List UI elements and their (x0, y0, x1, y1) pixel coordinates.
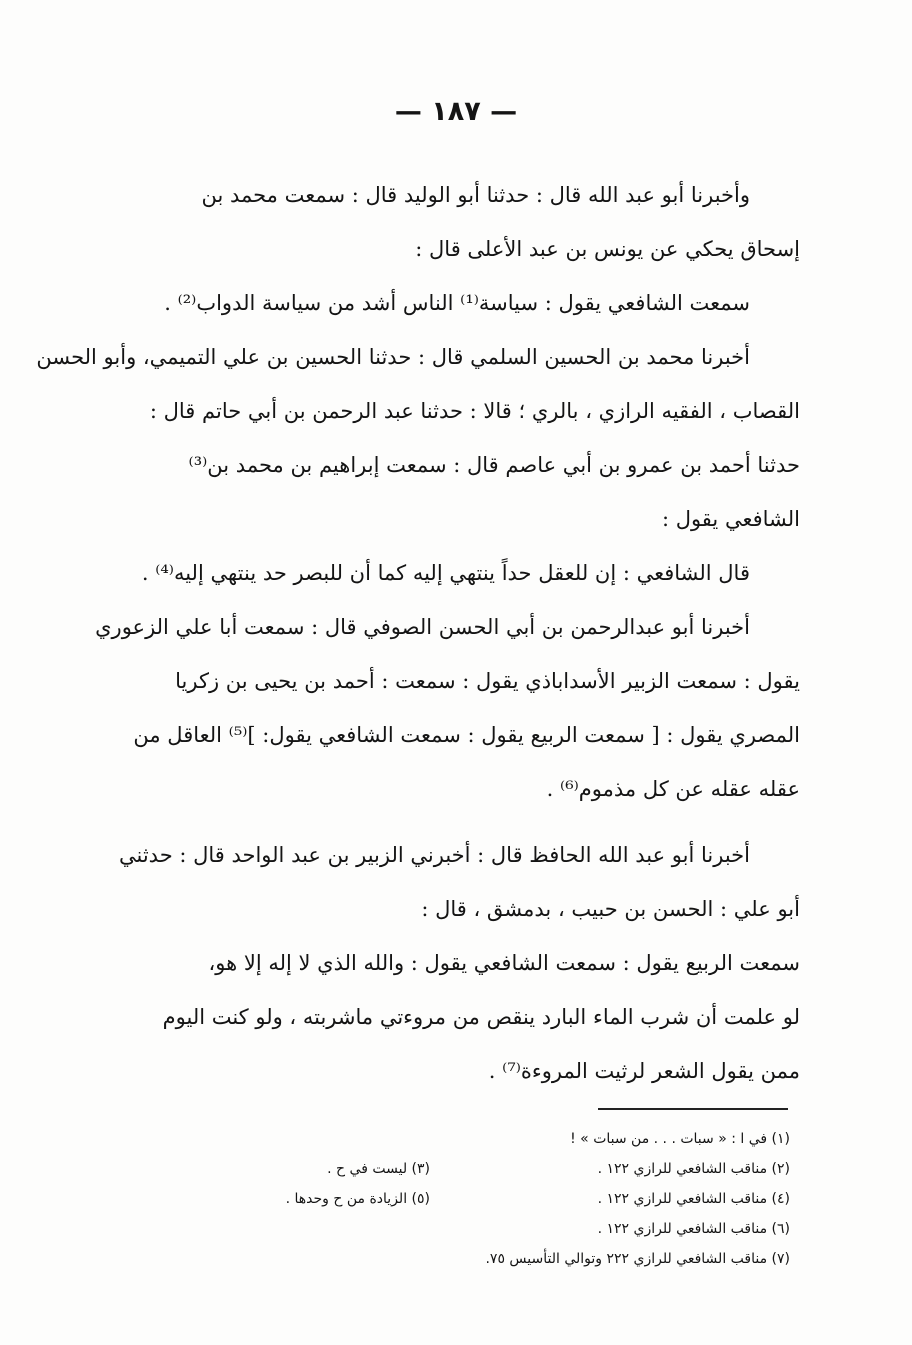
paragraph-5 (95, 600, 800, 816)
paragraph-2 (130, 276, 800, 330)
text-line: يقول : سمعت الزبير الأسداباذي يقول : سمعت : أحمد بن يحيى بن زكريا (175, 669, 800, 693)
text-line: المصري يقول : [ سمعت الربيع يقول : سمعت الشافعي يقول: ]⁽⁵⁾ العاقل من (133, 723, 800, 747)
footnote-row (180, 1124, 790, 1154)
footnote: (٢) مناقب الشافعي للرازي ١٢٢ . (597, 1161, 790, 1177)
text-line: وأخبرنا أبو عبد الله قال : حدثنا أبو الوليد قال : سمعت محمد بن (201, 183, 750, 207)
footnote-row (180, 1154, 790, 1184)
text-line: أبو علي : الحسن بن حبيب ، بدمشق ، قال : (421, 897, 800, 921)
text-line: إسحاق يحكي عن يونس بن عبد الأعلى قال : (415, 237, 800, 261)
footnotes (180, 1124, 790, 1274)
footnote: (٥) الزيادة من ح وحدها . (285, 1191, 430, 1207)
paragraph-3 (36, 330, 800, 546)
paragraph-7 (130, 936, 800, 1098)
footnote (190, 1214, 430, 1244)
text-line: ممن يقول الشعر لرثيت المروءة⁽⁷⁾ . (488, 1059, 800, 1083)
page-number: — ١٨٧ — (394, 96, 518, 127)
paragraph-1 (130, 168, 800, 276)
text-line: سمعت الشافعي يقول : سياسة⁽¹⁾ الناس أشد من سياسة الدواب⁽²⁾ . (164, 291, 750, 315)
footnote: (٤) مناقب الشافعي للرازي ١٢٢ . (597, 1191, 790, 1207)
text-line: لو علمت أن شرب الماء البارد ينقص من مروءتي ماشربته ، ولو كنت اليوم (162, 1005, 800, 1029)
text-line: القصاب ، الفقيه الرازي ، بالري ؛ قالا : حدثنا عبد الرحمن بن أبي حاتم قال : (149, 399, 800, 423)
text-line: أخبرنا أبو عبدالرحمن بن أبي الحسن الصوفي قال : سمعت أبا علي الزعوري (95, 615, 750, 639)
footnote: (٦) مناقب الشافعي للرازي ١٢٢ . (597, 1221, 790, 1237)
footnote: (٣) ليست في ح . (327, 1161, 430, 1177)
footnote: (١) في ا : « سبات . . . من سبات » ! (570, 1131, 790, 1147)
text-line: أخبرنا أبو عبد الله الحافظ قال : أخبرني الزبير بن عبد الواحد قال : حدثني (118, 843, 750, 867)
text-line: أخبرنا محمد بن الحسين السلمي قال : حدثنا الحسين بن علي التميمي، وأبو الحسن (36, 345, 750, 369)
text-line: عقله عقله عن كل مذموم⁽⁶⁾ . (546, 777, 800, 801)
paragraph-6 (118, 828, 800, 936)
main-text (36, 168, 800, 1098)
text-line: حدثنا أحمد بن عمرو بن أبي عاصم قال : سمعت إبراهيم بن محمد بن⁽³⁾ (188, 453, 800, 477)
text-line: سمعت الربيع يقول : سمعت الشافعي يقول : والله الذي لا إله إلا هو، (208, 951, 800, 975)
text-line: الشافعي يقول : (661, 507, 800, 531)
footnote (190, 1244, 430, 1274)
footnote (190, 1124, 430, 1154)
footnote-row (180, 1184, 790, 1214)
footnote-row (180, 1244, 790, 1274)
paragraph-4 (130, 546, 800, 600)
paragraph-spacer (130, 816, 800, 828)
footnote-row (180, 1214, 790, 1244)
text-line: قال الشافعي : إن للعقل حداً ينتهي إليه كما أن للبصر حد ينتهي إليه⁽⁴⁾ . (141, 561, 750, 585)
footnote-divider (598, 1108, 788, 1110)
footnote: (٧) مناقب الشافعي للرازي ٢٢٢ وتوالي التأسيس ٧٥. (485, 1251, 790, 1267)
